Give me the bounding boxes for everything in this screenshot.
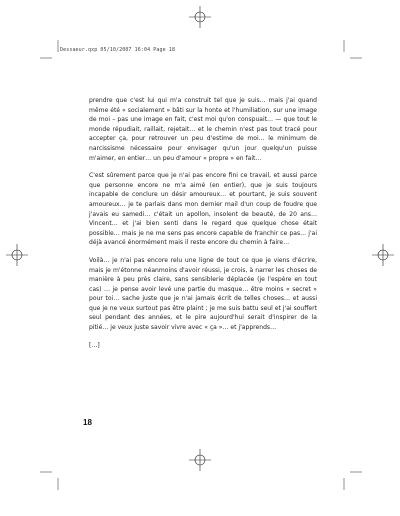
page-number: 18 (83, 418, 92, 427)
crop-mark-bottom-right (342, 470, 362, 490)
paragraph: C'est sûrement parce que je n'ai pas encore fini ce travail, et aussi parce que personne encore ne m'a aimé (en entier), que je suis toujours incapable de conclure un désir amoureux… et pourtant, je suis souvent amoureux… je te parlais dans mon dernier mail d'un coup de foudre que j'avais eu samedi… c'était un apollon, insolent de beauté, de 20 ans… Vincent… et j'ai bien senti dans le regard que quelque chose était possible… mais je ne me sens pas encore capable de franchir ce pas… j'ai déjà avancé énormément mais il reste encore du chemin à faire… (89, 172, 317, 247)
paragraph: Voilà… je n'ai pas encore relu une ligne de tout ce que je viens d'écrire, mais je m'étonne néanmoins d'avoir réussi, je crois, à narrer les choses de manière à peu près claire, sans sensiblerie déplacée (je l'espère en tout cas) … je pense avoir levé une partie du masque… être moins « secret » pour toi… sache juste que je n'ai jamais écrit de telles choses… et aussi que je ne veux surtout pas être plaint ; je me suis battu seul et j'ai souffert seul pendant des années, et le pire aujourd'hui serait d'inspirer de la pitié… je veux juste savoir vivre avec « ça »… et j'apprends… (89, 256, 317, 332)
body-text (89, 96, 317, 350)
crop-mark-bottom-left (40, 470, 60, 490)
paragraph: prendre que c'est lui qui m'a construit tel que je suis… mais j'ai quand même été « socialement » bâti sur la honte et l'humiliation, sur une image de moi – pas une image en fait, c'est moi qu'on conspuait… — que tout le monde répudiait, raillait, rejetait… et le chemin n'est pas tout tracé pour accepter ça, pour retrouver un peu d'estime de moi… le minimum de narcissisme nécessaire pour envisager qu'un jour quelqu'un puisse m'aimer, en entier… un peu d'amour « propre » en fait… (89, 97, 317, 162)
crop-mark-top-right (342, 40, 362, 60)
registration-mark-bottom (189, 449, 211, 471)
registration-mark-right (372, 244, 394, 266)
registration-mark-top (189, 6, 211, 28)
print-slug: Dessaeur.qxp 05/10/2007 16:04 Page 18 (60, 47, 176, 53)
crop-mark-top-left (40, 40, 60, 60)
ellipsis-paragraph: […] (89, 341, 100, 349)
registration-mark-left (6, 244, 28, 266)
